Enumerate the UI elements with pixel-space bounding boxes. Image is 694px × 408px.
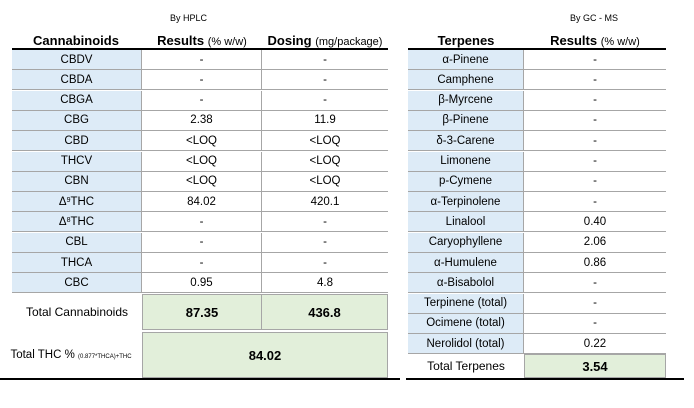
cannabinoid-result: -	[142, 50, 262, 69]
terpene-name: α-Terpinolene	[408, 192, 524, 211]
right-bottom-rule	[406, 378, 684, 380]
cannabinoid-name	[12, 91, 142, 110]
table-row	[408, 70, 666, 90]
total-cannabinoids-results: 87.35	[142, 294, 262, 330]
cannabinoid-dosing: 4.8	[317, 276, 333, 289]
table-row	[12, 192, 388, 212]
cannabinoid-name-text: CBN	[64, 175, 89, 188]
cannabinoid-dosing: 11.9	[314, 114, 336, 127]
cannabinoid-name	[12, 212, 142, 231]
cannabinoid-dosing: -	[323, 215, 327, 228]
terpene-name: Camphene	[408, 70, 524, 89]
cannabinoid-name-suffix: THC	[70, 195, 95, 208]
cannabinoid-result: -	[142, 70, 262, 89]
cannabinoid-result: 0.95	[142, 273, 262, 292]
terpene-result: 0.22	[583, 337, 607, 350]
terpene-result: -	[593, 53, 597, 66]
total-cannabinoids-dosing: 436.8	[261, 294, 388, 330]
cannabinoid-result: <LOQ	[142, 172, 262, 191]
table-row	[12, 152, 388, 172]
terpene-name: β-Pinene	[408, 111, 524, 130]
cannabinoid-result: -	[142, 91, 262, 110]
cannabinoid-name-text: CBD	[64, 134, 89, 147]
cannabinoid-dosing: -	[323, 256, 327, 269]
cannabinoid-name-text: Δ	[58, 195, 67, 208]
hplc-method-label: By HPLC	[170, 13, 208, 23]
cannabinoid-name-text: CBL	[65, 236, 88, 249]
terpene-name: β-Myrcene	[408, 91, 524, 110]
cannabinoid-dosing: <LOQ	[309, 155, 341, 167]
table-row	[12, 70, 388, 90]
cannabinoid-name	[12, 233, 142, 252]
terpene-name: Linalool	[408, 212, 524, 231]
cannabinoid-result: 84.02	[142, 192, 262, 211]
terpene-result: -	[593, 195, 597, 208]
table-row	[408, 50, 666, 70]
terpenes-header: Terpenes	[437, 33, 495, 48]
table-row	[408, 294, 666, 314]
cannabinoid-name-text: Δ	[58, 215, 67, 228]
cannabinoid-dosing: <LOQ	[309, 175, 341, 188]
table-row	[408, 253, 666, 273]
terpene-result: 0.40	[583, 215, 607, 228]
cannabinoid-result: 2.38	[142, 111, 262, 130]
cannabinoid-dosing: -	[323, 236, 327, 249]
cannabinoids-header: Cannabinoids	[33, 33, 119, 48]
cannabinoid-dosing: 420.1	[310, 195, 340, 208]
terpene-name: α-Bisabolol	[408, 273, 524, 292]
table-row	[12, 233, 388, 253]
table-row	[408, 192, 666, 212]
cannabinoid-name	[12, 192, 142, 211]
terpene-name: Nerolidol (total)	[408, 334, 524, 353]
terpene-name: Limonene	[408, 152, 524, 171]
table-row	[12, 172, 388, 192]
cannabinoid-result: <LOQ	[142, 131, 262, 150]
terpene-name: p-Cymene	[408, 172, 524, 191]
table-row	[408, 334, 666, 354]
terpene-result: -	[593, 73, 597, 86]
terpene-result: -	[593, 297, 597, 310]
cannabinoid-dosing: -	[323, 94, 327, 107]
total-terpenes-label: Total Terpenes	[427, 359, 505, 373]
cannabinoid-dosing: -	[323, 53, 327, 66]
dosing-header: Dosing (mg/package)	[267, 33, 383, 48]
table-row	[408, 273, 666, 293]
terpene-result: -	[593, 134, 597, 147]
table-row	[12, 253, 388, 273]
cannabinoid-name-text: CBG	[64, 114, 89, 127]
table-row	[408, 314, 666, 334]
cannabinoid-name-text: CBDA	[60, 73, 93, 86]
terpene-result: -	[593, 155, 597, 167]
terpene-name: Terpinene (total)	[408, 294, 524, 313]
table-row	[408, 131, 666, 151]
total-terpenes-value: 3.54	[524, 354, 666, 378]
cannabinoid-superscript: 9	[66, 197, 71, 205]
terpene-result: -	[593, 276, 597, 289]
terpene-result: -	[593, 175, 597, 188]
cannabinoid-name-text: CBC	[64, 276, 89, 289]
cannabinoid-result: <LOQ	[142, 152, 262, 171]
table-row	[12, 111, 388, 131]
terpene-result: -	[593, 317, 597, 330]
table-row	[12, 212, 388, 232]
table-row	[12, 50, 388, 70]
cannabinoid-result: -	[142, 212, 262, 231]
cannabinoid-name	[12, 111, 142, 130]
cannabinoid-result: -	[142, 233, 262, 252]
terpene-name: Ocimene (total)	[408, 314, 524, 333]
table-row	[408, 172, 666, 192]
table-row	[12, 91, 388, 111]
cannabinoid-name	[12, 253, 142, 272]
table-row	[408, 91, 666, 111]
terpene-name: δ-3-Carene	[408, 131, 524, 150]
total-thc-label: Total THC % (0.877*THCA)+THC	[10, 349, 132, 361]
total-thc-value: 84.02	[142, 332, 388, 378]
left-bottom-rule	[0, 378, 400, 380]
table-row	[12, 273, 388, 293]
terpene-result: -	[593, 94, 597, 107]
cannabinoid-dosing: -	[323, 73, 327, 86]
cannabinoid-name-text: CBDV	[60, 53, 93, 66]
table-row	[408, 111, 666, 131]
cannabinoid-dosing: <LOQ	[309, 134, 341, 147]
cannabinoid-name	[12, 70, 142, 89]
cannabinoid-name-text: THCA	[60, 256, 93, 269]
terpene-result: 0.86	[583, 256, 607, 269]
cannabinoid-superscript: 8	[66, 217, 71, 225]
terpene-result: 2.06	[583, 236, 607, 249]
table-row	[408, 152, 666, 172]
terpene-results-header: Results (% w/w)	[550, 33, 640, 48]
table-row	[12, 131, 388, 151]
cannabinoid-name	[12, 50, 142, 69]
table-row	[408, 233, 666, 253]
gcms-method-label: By GC - MS	[570, 13, 619, 23]
table-row	[408, 212, 666, 232]
cannabinoid-name-text: CBGA	[60, 94, 93, 107]
cannabinoid-name-suffix: THC	[70, 215, 95, 228]
terpene-name: α-Humulene	[408, 253, 524, 272]
cannabinoid-name	[12, 273, 142, 292]
cannabinoid-name	[12, 172, 142, 191]
cannabinoid-name	[12, 131, 142, 150]
results-header: Results (% w/w)	[157, 33, 247, 48]
terpene-name: Caryophyllene	[408, 233, 524, 252]
cannabinoid-result: -	[142, 253, 262, 272]
cannabinoid-name	[12, 152, 142, 171]
terpene-name: α-Pinene	[408, 50, 524, 69]
total-cannabinoids-label: Total Cannabinoids	[25, 305, 129, 319]
cannabinoid-name-text: THCV	[60, 155, 93, 167]
terpene-result: -	[593, 114, 597, 127]
